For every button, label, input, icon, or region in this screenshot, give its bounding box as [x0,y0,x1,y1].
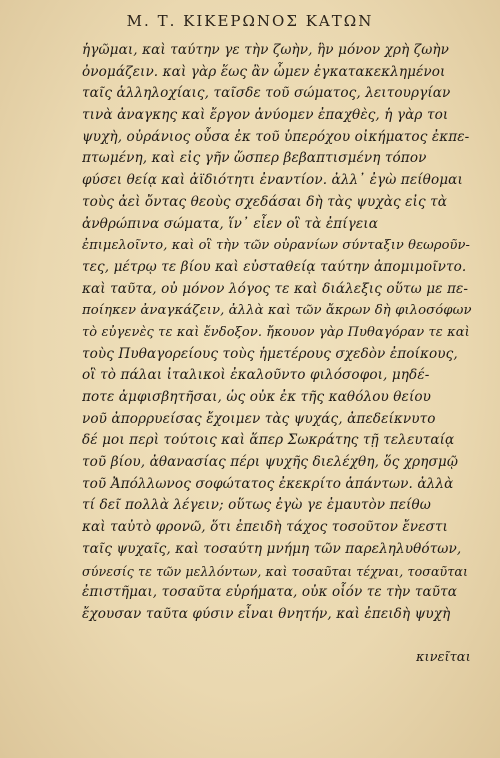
text-line: ταῖς ψυχαῖς, καὶ τοσαύτη μνήμη τῶν παρεληλυθότων, [82,540,462,557]
text-line: δέ μοι περὶ τούτοις καὶ ἅπερ Σωκράτης τῇ τελευταίᾳ [82,432,455,449]
body-text [82,40,472,626]
text-line: τινὰ ἀναγκης καὶ ἔργον ἀνύομεν ἐπαχθὲς, ἡ γὰρ τοι [82,107,449,124]
text-line: ἡγῶμαι, καὶ ταύτην γε τὴν ζωὴν, ἣν μόνον χρὴ ζωὴν [82,42,450,58]
text-line: τοὺς Πυθαγορείους τοὺς ἡμετέρους σχεδὸν ἐποίκους, [82,345,458,362]
text-line: καὶ ταὐτὸ φρονῶ, ὅτι ἐπειδὴ τάχος τοσοῦτον ἔνεστι [82,519,448,536]
text-line: τί δεῖ πολλὰ λέγειν; οὕτως ἐγὼ γε ἐμαυτὸν πείθω [82,497,431,514]
text-line: ποτε ἀμφισβητῆσαι, ὡς οὐκ ἐκ τῆς καθόλου θείου [82,389,432,405]
text-line: τοῦ βίου, ἀθανασίας πέρι ψυχῆς διελέχθη, ὅς χρησμῷ [82,454,459,471]
text-line: φύσει θείᾳ καὶ ἀϊδιότητι ἐναντίον. ἀλλ᾽ ἐγὼ πείθομαι [82,172,463,189]
text-line: τοὺς ἀεὶ ὄντας θεοὺς σχεδάσαι δὴ τὰς ψυχὰς εἰς τὰ [82,193,447,210]
text-line: ἐπιμελοῖντο, καὶ οἳ τὴν τῶν οὐρανίων σύνταξιν θεωροῦν- [82,238,471,254]
text-line: ψυχὴ, οὐράνιος οὖσα ἐκ τοῦ ὑπερόχου οἰκήματος ἐκπε- [82,128,470,145]
text-line: ταῖς ἁλληλοχίαις, ταῖσδε τοῦ σώματος, λειτουργίαν [82,85,451,102]
text-line: σύνεσίς τε τῶν μελλόντων, καὶ τοσαῦται τέχναι, τοσαῦται [82,563,469,579]
text-line: τοῦ Ἀπόλλωνος σοφώτατος ἐκεκρίτο ἁπάντων. ἀλλὰ [82,475,454,492]
text-line: νοῦ ἀπορρυείσας ἔχοιμεν τὰς ψυχάς, ἀπεδείκνυτο [82,410,436,427]
text-line: τες, μέτρῳ τε βίου καὶ εὐσταθείᾳ ταύτην ἀπομιμοῖντο. [82,258,467,275]
text-line: ἔχουσαν ταῦτα φύσιν εἶναι θνητήν, καὶ ἐπειδὴ ψυχὴ [82,605,451,622]
text-line: ὀνομάζειν. καὶ γὰρ ἕως ἂν ὦμεν ἐγκατακεκλημένοι [82,63,446,80]
text-line: καὶ ταῦτα, οὐ μόνον λόγος τε καὶ διάλεξις οὕτω με πε- [82,280,469,297]
catchword: κινεῖται [416,650,471,665]
text-line: οἳ τὸ πάλαι ἰταλικοὶ ἐκαλοῦντο φιλόσοφοι, μηδέ- [82,367,430,384]
text-line: ἀνθρώπινα σώματα, ἵν᾽ εἶεν οἳ τὰ ἐπίγεια [82,215,379,232]
text-line: τὸ εὐγενὲς τε καὶ ἔνδοξον. ἤκουον γὰρ Πυθαγόραν τε καὶ [82,324,470,340]
text-line: πτωμένη, καὶ εἰς γῆν ὥσπερ βεβαπτισμένη τόπον [82,150,427,167]
text-line: ποίηκεν ἀναγκάζειν, ἀλλὰ καὶ τῶν ἄκρων δὴ φιλοσόφων [82,303,472,319]
text-line: ἐπιστῆμαι, τοσαῦτα εὑρήματα, οὐκ οἷόν τε τὴν ταῦτα [82,584,458,601]
running-head: Μ. Τ. ΚΙΚΕΡΩΝΟΣ ΚΑΤΩΝ [126,12,374,30]
